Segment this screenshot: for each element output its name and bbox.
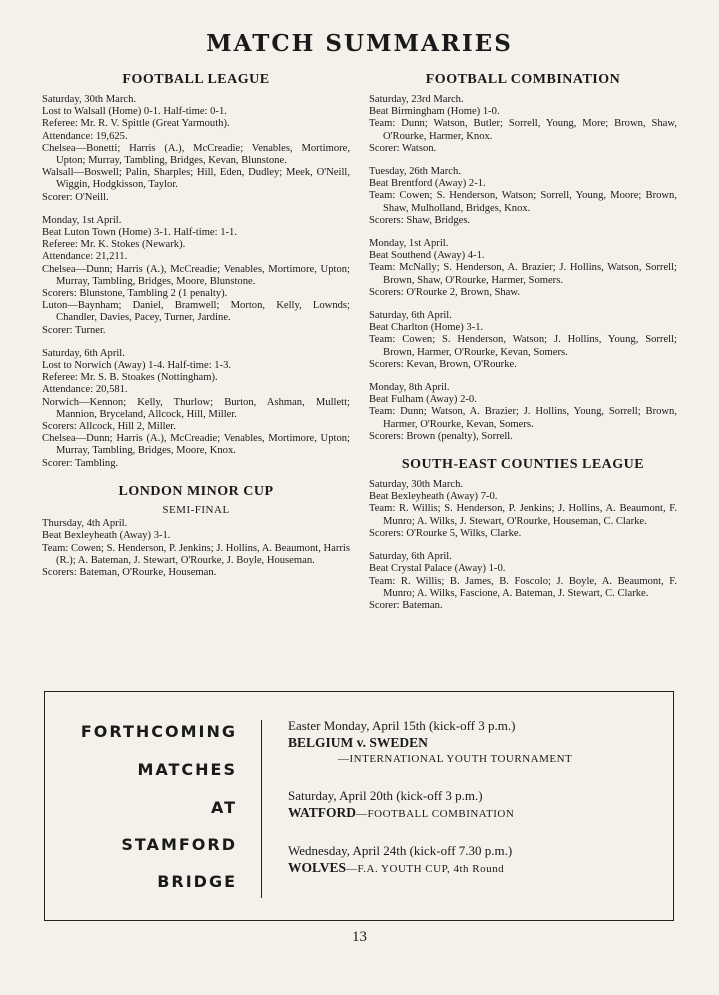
match-line: Saturday, 30th March.: [369, 479, 464, 491]
match-line: Scorers: Kevan, Brown, O'Rourke.: [369, 358, 517, 370]
fixture-competition: —F.A. YOUTH CUP, 4th Round: [346, 863, 505, 875]
match-list: [42, 518, 350, 579]
match-line: Beat Birmingham (Home) 1-0.: [369, 106, 500, 118]
match-line: Beat Charlton (Home) 3-1.: [369, 322, 484, 334]
fixture: [288, 717, 658, 768]
forthcoming-heading-line: MATCHES: [137, 760, 237, 779]
football-combination-section: [369, 72, 677, 443]
match-line: Beat Bexleyheath (Away) 3-1.: [42, 530, 171, 542]
match-line: Beat Brentford (Away) 2-1.: [369, 178, 486, 190]
match-line: Lost to Norwich (Away) 1-4. Half-time: 1-3.: [42, 360, 232, 372]
fixture-date: Wednesday, April 24th (kick-off 7.30 p.m.): [288, 843, 513, 858]
match-summary: [42, 518, 350, 579]
match-line: Scorers: Bateman, O'Rourke, Houseman.: [42, 566, 217, 578]
match-summary: [42, 348, 350, 470]
match-line: Scorers: O'Rourke 5, Wilks, Clarke.: [369, 527, 522, 539]
match-line: Scorers: O'Rourke 2, Brown, Shaw.: [369, 286, 520, 298]
fixture-teams: WATFORD: [288, 805, 357, 820]
match-list: [42, 94, 350, 470]
fixture-competition: —FOOTBALL COMBINATION: [356, 808, 515, 820]
match-line: Scorer: Turner.: [42, 324, 106, 336]
match-line: Beat Luton Town (Home) 3-1. Half-time: 1-1.: [42, 227, 238, 239]
page-number: 13: [352, 929, 367, 945]
match-line: Referee: Mr. R. V. Spittle (Great Yarmouth).: [42, 118, 230, 130]
match-line: Team: Dunn; Watson, Butler; Sorrell, Young, More; Brown, Shaw, O'Rourke, Harmer, Knox.: [369, 118, 677, 142]
match-summary: [369, 551, 677, 612]
fixture: [288, 787, 658, 823]
match-line: Chelsea—Bonetti; Harris (A.), McCreadie; Venables, Mortimore, Upton; Murray, Tambling, Bridges, Kevan, Blunstone.: [42, 142, 350, 167]
football-league-section: [42, 72, 350, 470]
match-line: Chelsea—Dunn; Harris (A.), McCreadie; Venables, Mortimore, Upton; Murray, Tambling, Bridges, Moore, Blunstone.: [42, 263, 350, 287]
match-line: Team: R. Willis; S. Henderson, P. Jenkins; J. Hollins, A. Beaumont, F. Munro; A. Wilks, J. Stewart, O'Rourke, Houseman, C. Clarke.: [369, 503, 677, 527]
match-line: Scorer: Watson.: [369, 142, 437, 154]
match-line: Monday, 1st April.: [42, 214, 122, 226]
match-summary: [42, 215, 350, 337]
match-summary: [369, 94, 677, 155]
match-line: Saturday, 6th April.: [369, 551, 452, 563]
match-line: Saturday, 30th March.: [42, 94, 137, 105]
match-line: Walsall—Boswell; Palin, Sharples; Hill, Eden, Dudley; Meek, O'Neill, Wiggin, Hodgkisson, Taylor.: [42, 167, 350, 191]
match-line: Scorers: Blunstone, Tambling 2 (1 penalty).: [42, 288, 228, 300]
match-line: Scorer: O'Neill.: [42, 191, 109, 203]
match-line: Monday, 8th April.: [369, 382, 450, 394]
match-line: Lost to Walsall (Home) 0-1. Half-time: 0-1.: [42, 106, 227, 118]
match-line: Monday, 1st April.: [369, 238, 449, 250]
forthcoming-heading-line: AT: [210, 798, 237, 817]
forthcoming-heading: [45, 692, 263, 920]
fixture: [288, 842, 658, 878]
match-summary: [369, 382, 677, 443]
section-subheading: SEMI-FINAL: [162, 503, 230, 516]
fixture-date: Easter Monday, April 15th (kick-off 3 p.m.): [288, 718, 516, 733]
match-line: Beat Southend (Away) 4-1.: [369, 250, 485, 262]
vertical-divider: [261, 720, 262, 898]
london-minor-cup-section: [42, 484, 350, 579]
match-line: Scorer: Bateman.: [369, 599, 443, 611]
match-summary: [42, 94, 350, 204]
match-summary: [369, 238, 677, 299]
match-line: Team: Cowen; S. Henderson, Watson; Sorrell, Young, Moore; Brown, Shaw, Mulholland, Bridges, Knox.: [369, 190, 677, 214]
match-line: Saturday, 23rd March.: [369, 94, 464, 105]
match-line: Beat Crystal Palace (Away) 1-0.: [369, 563, 506, 575]
match-line: Team: McNally; S. Henderson, A. Brazier; J. Hollins, Watson, Sorrell; Brown, Shaw, O'Rourke, Harmer, Somers.: [369, 262, 677, 286]
match-line: Team: Dunn; Watson, A. Brazier; J. Hollins, Young, Sorrell; Brown, Harmer, O'Rourke, Kevan, Somers.: [369, 406, 677, 430]
match-line: Scorers: Shaw, Bridges.: [369, 214, 471, 226]
fixture-competition: —INTERNATIONAL YOUTH TOURNAMENT: [338, 753, 573, 765]
match-line: Tuesday, 26th March.: [369, 166, 461, 178]
fixture-teams: BELGIUM v. SWEDEN: [288, 735, 428, 750]
fixture-teams: WOLVES: [288, 860, 347, 875]
match-line: Team: Cowen; S. Henderson, Watson; J. Hollins, Young, Sorrell; Brown, Harmer, O'Rourke, Kevan, Somers.: [369, 334, 677, 358]
match-line: Thursday, 4th April.: [42, 518, 128, 530]
match-line: Saturday, 6th April.: [42, 347, 125, 359]
south-east-counties-section: [369, 457, 677, 612]
forthcoming-heading-line: BRIDGE: [157, 872, 237, 891]
section-heading: SOUTH-EAST COUNTIES LEAGUE: [401, 457, 645, 473]
page-title: MATCH SUMMARIES: [206, 30, 513, 57]
match-line: Attendance: 21,211.: [42, 251, 128, 263]
match-line: Referee: Mr. S. B. Stoakes (Nottingham).: [42, 372, 218, 384]
match-line: Saturday, 6th April.: [369, 310, 452, 322]
fixture-date: Saturday, April 20th (kick-off 3 p.m.): [288, 788, 483, 803]
match-summary: [369, 166, 677, 227]
match-line: Beat Bexleyheath (Away) 7-0.: [369, 491, 498, 503]
match-summary: [369, 310, 677, 371]
left-column: [42, 72, 350, 590]
match-line: Attendance: 19,625.: [42, 130, 128, 142]
forthcoming-matches-box: [44, 691, 674, 921]
match-line: Scorers: Brown (penalty), Sorrell.: [369, 430, 513, 442]
match-line: Referee: Mr. K. Stokes (Newark).: [42, 239, 186, 251]
match-line: Team: Cowen; S. Henderson, P. Jenkins; J. Hollins, A. Beaumont, Harris (R.); A. Bateman, J. Stewart, O'Rourke, J. Boyle, Houseman.: [42, 542, 350, 566]
section-heading: LONDON MINOR CUP: [118, 483, 274, 499]
match-line: Norwich—Kennon; Kelly, Thurlow; Burton, Ashman, Mullett; Mannion, Bryceland, Allcock, Hill, Miller.: [42, 396, 350, 420]
section-heading: FOOTBALL COMBINATION: [425, 72, 621, 87]
match-line: Beat Fulham (Away) 2-0.: [369, 394, 477, 406]
match-summary: [369, 479, 677, 540]
forthcoming-heading-line: STAMFORD: [121, 835, 237, 854]
match-line: Chelsea—Dunn; Harris (A.), McCreadie; Venables, Mortimore, Upton; Murray, Tambling, Bridges, Moore, Knox.: [42, 433, 350, 457]
match-list: [369, 94, 677, 443]
match-line: Luton—Baynham; Daniel, Bramwell; Morton, Kelly, Lownds; Chandler, Davies, Pacey, Turner, Jardine.: [42, 300, 350, 324]
match-line: Scorer: Tambling.: [42, 457, 119, 469]
section-heading: FOOTBALL LEAGUE: [122, 72, 270, 87]
match-line: Scorers: Allcock, Hill 2, Miller.: [42, 421, 176, 433]
right-column: [369, 72, 677, 623]
fixture-list: [288, 717, 658, 897]
forthcoming-heading-line: FORTHCOMING: [80, 722, 237, 741]
match-line: Team: R. Willis; B. James, B. Foscolo; J. Boyle, A. Beaumont, F. Munro; A. Wilks, Fascione, A. Bateman, J. Stewart, C. Clarke.: [369, 575, 677, 599]
match-line: Attendance: 20,581.: [42, 384, 128, 396]
match-list: [369, 479, 677, 612]
